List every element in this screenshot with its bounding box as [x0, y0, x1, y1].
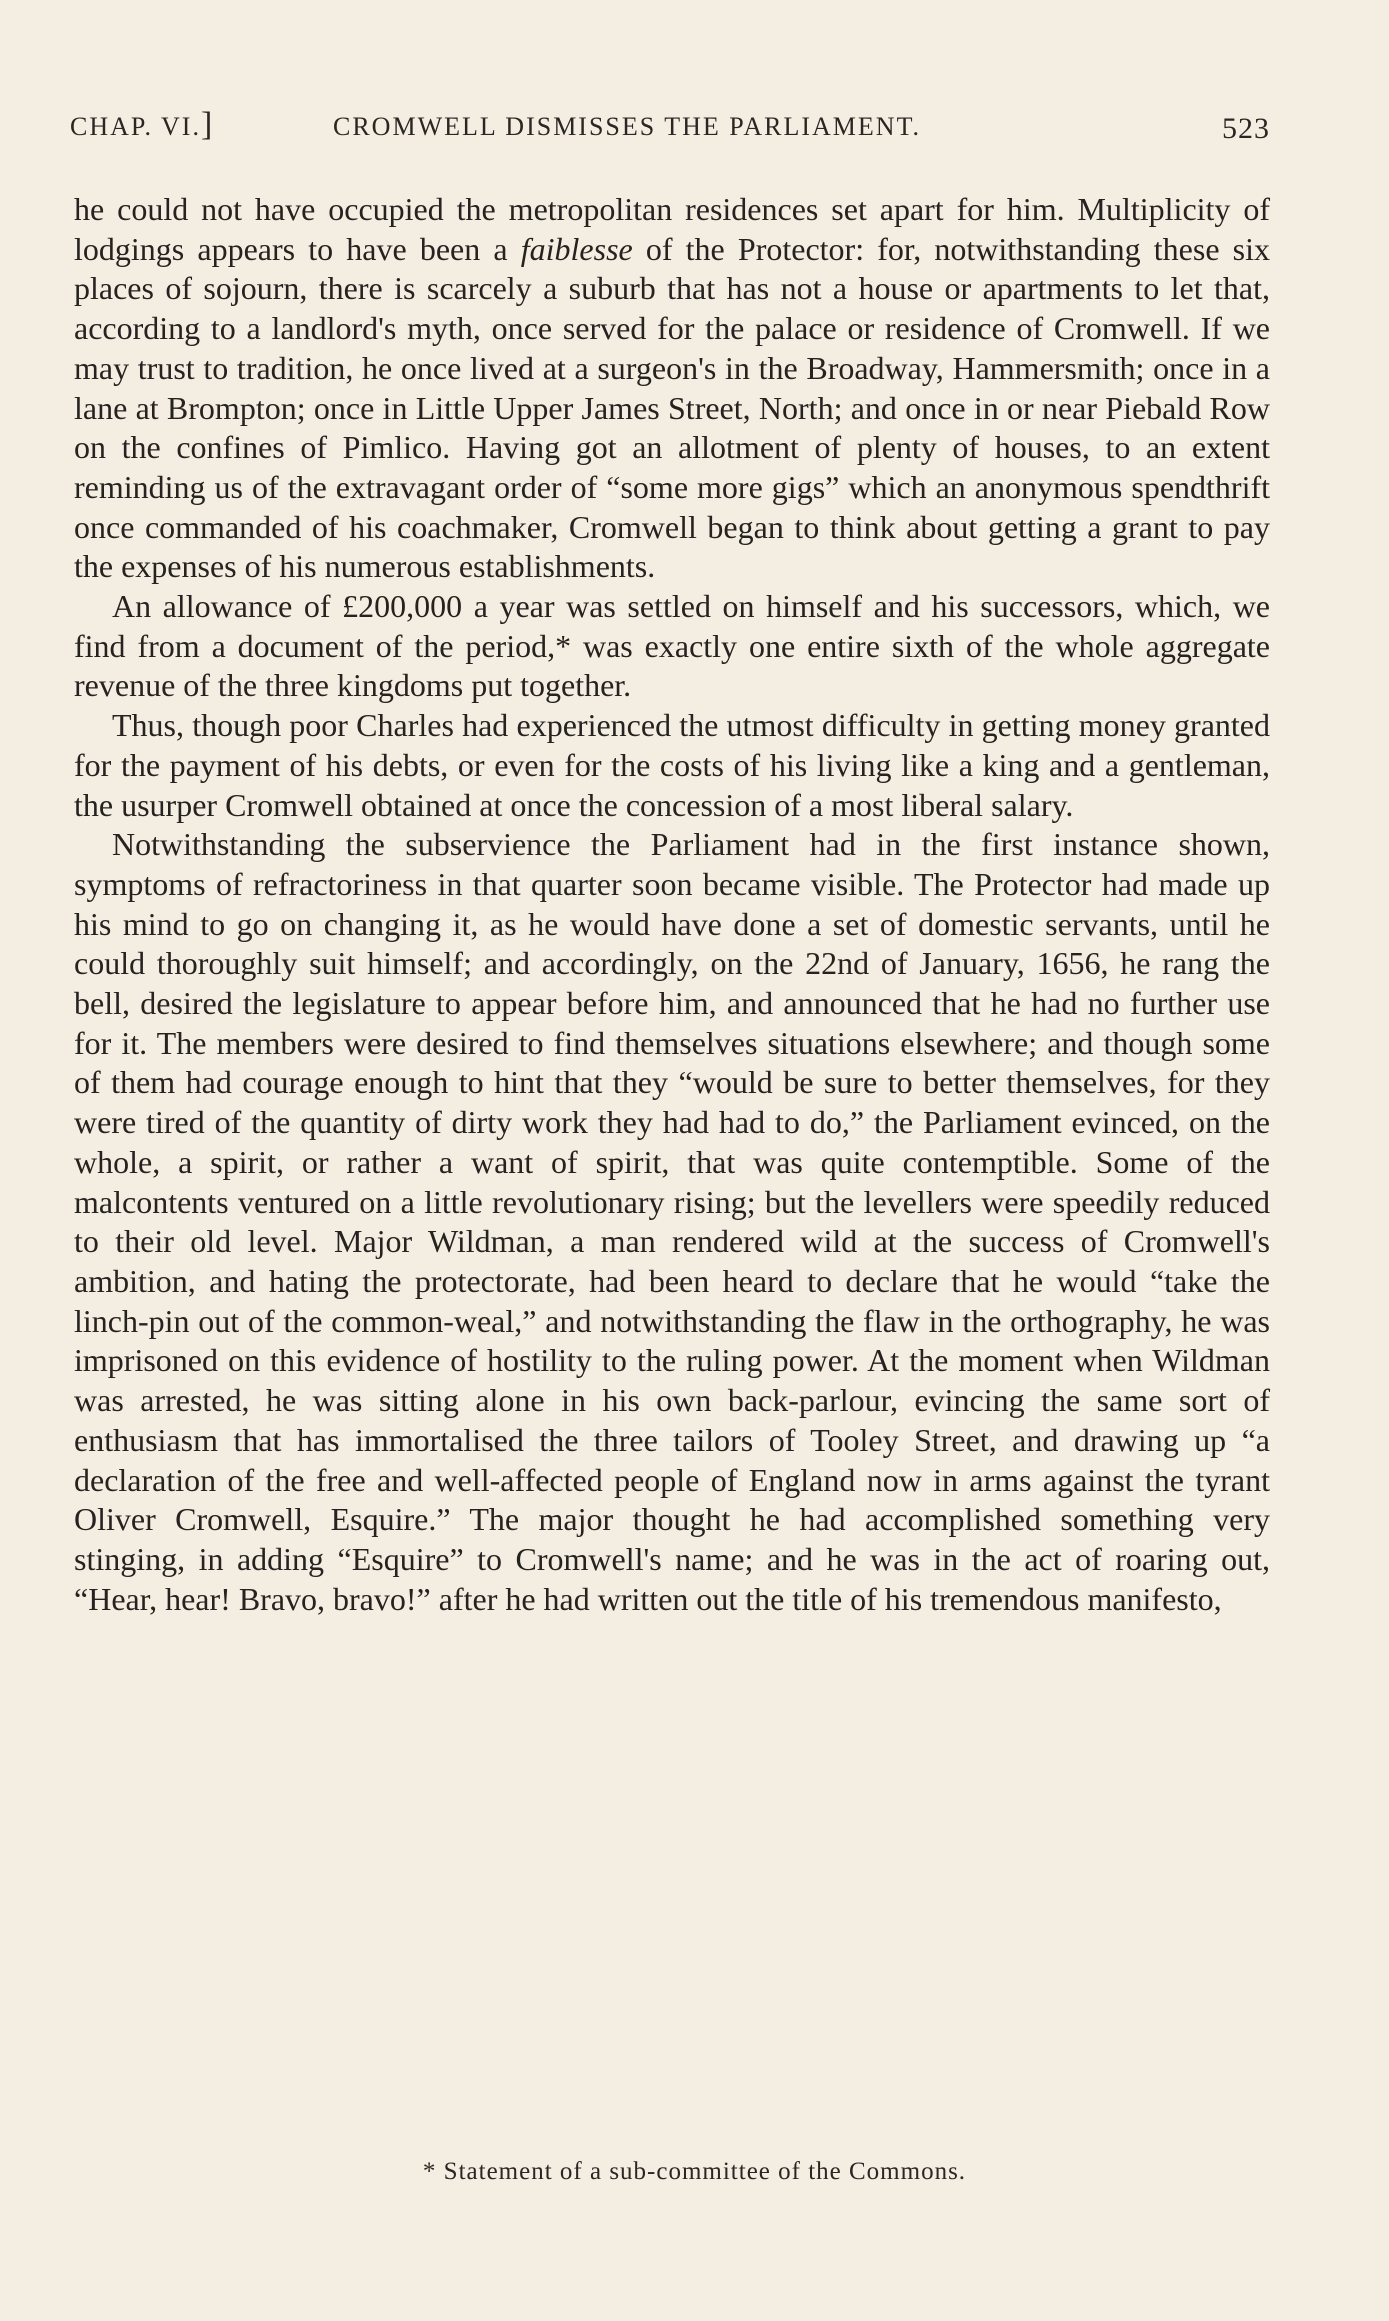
- footnote: * Statement of a sub-committee of the Commons.: [422, 2158, 967, 2185]
- paragraph: An allowance of £200,000 a year was settled on himself and his successors, which, we find from a document of the period,* was exactly one entire sixth of the whole aggregate revenue of the three kingdoms put together.: [74, 588, 1270, 704]
- italic-word: faiblesse: [520, 230, 633, 267]
- paragraph: Thus, though poor Charles had experienced the utmost difficulty in getting money granted for the payment of his debts, or even for the costs of his living like a king and a gentleman, the usurper Cromwell obtained at once the concession of a most liberal salary.: [74, 707, 1270, 823]
- chapter-label: CHAP. VI.]: [70, 106, 215, 143]
- page-number: 523: [1222, 112, 1270, 145]
- running-title: CROMWELL DISMISSES THE PARLIAMENT.: [333, 112, 922, 141]
- running-header: [70, 106, 1270, 152]
- body-text: [74, 190, 1270, 1619]
- paragraph: he could not have occupied the metropolitan residences set apart for him. Multiplicity of lodgings appears to have been a faiblesse of the Protector: for, notwithstanding these six places of sojourn, there is scarcely a suburb that has not a house or apartments to let that, according to a landlord's myth, once served for the palace or residence of Cromwell. If we may trust to tradition, he once lived at a surgeon's in the Broadway, Hammersmith; once in a lane at Brompton; once in Little Upper James Street, North; and once in or near Piebald Row on the confines of Pimlico. Having got an allotment of plenty of houses, to an extent reminding us of the extravagant order of “some more gigs” which an anonymous spendthrift once commanded of his coachmaker, Cromwell began to think about getting a grant to pay the expenses of his numerous establishments.: [74, 191, 1271, 585]
- paragraph: Notwithstanding the subservience the Parliament had in the first instance shown, symptoms of refractoriness in that quarter soon became visible. The Protector had made up his mind to go on changing it, as he would have done a set of domestic servants, until he could thoroughly suit himself; and accordingly, on the 22nd of January, 1656, he rang the bell, desired the legislature to appear before him, and announced that he had no further use for it. The members were desired to find themselves situations elsewhere; and though some of them had courage enough to hint that they “would be sure to better themselves, for they were tired of the quantity of dirty work they had had to do,” the Parliament evinced, on the whole, a spirit, or rather a want of spirit, that was quite contemptible. Some of the malcontents ventured on a little revolutionary rising; but the levellers were speedily reduced to their old level. Major Wildman, a man rendered wild at the success of Cromwell's ambition, and hating the protectorate, had been heard to declare that he would “take the linch-pin out of the common-weal,” and notwithstanding the flaw in the orthography, he was imprisoned on this evidence of hostility to the ruling power. At the moment when Wildman was arrested, he was sitting alone in his own back-parlour, evincing the same sort of enthusiasm that has immortalised the three tailors of Tooley Street, and drawing up “a declaration of the free and well-affected people of England now in arms against the tyrant Oliver Cromwell, Esquire.” The major thought he had accomplished something very stinging, in adding “Esquire” to Cromwell's name; and he was in the act of roaring out, “Hear, hear! Bravo, bravo!” after he had written out the title of his tremendous manifesto,: [74, 826, 1270, 1617]
